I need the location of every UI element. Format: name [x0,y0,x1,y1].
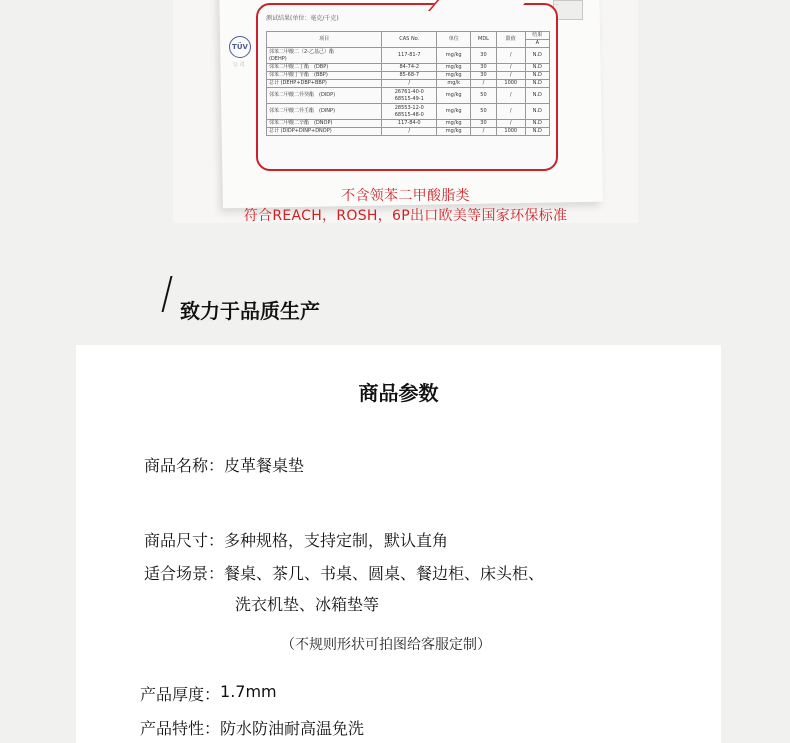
param-label: 适合场景： [144,564,225,583]
table-cell: 邻苯二甲酸二异癸酯 (DIDP) [267,88,382,104]
highlight-frame [256,3,558,171]
header-limit: 限值 [496,32,525,48]
compliance-notice: 符合REACH，ROSH，6P出口欧美等国家环保标准 [243,208,568,223]
table-row [267,80,550,88]
header-item: 项目 [267,32,382,48]
table-cell: / [382,128,437,136]
param-label: 商品尺寸： [144,531,225,550]
table-cell: N.D [525,88,549,104]
seal-text: TÜV [232,43,248,51]
param-value: 1.7mm [220,682,277,701]
param-label: 产品厚度： [140,685,221,704]
section-heading [166,276,320,324]
table-cell: 84-74-2 [382,64,437,72]
test-result-caption: 测试结果(单位：毫克/千克) [266,15,339,22]
table-cell: N.D [525,104,549,120]
table-cell: N.D [525,64,549,72]
table-row [267,120,550,128]
custom-shape-note: （不规则形状可拍图给客服定制） [281,637,491,653]
param-row-scene [144,561,544,584]
table-cell: 30 [471,120,497,128]
param-row-thickness [140,682,277,705]
table-cell: 邻苯二甲酸二异壬酯 (DINP) [267,104,382,120]
certificate-side-text: 公 司 [233,62,245,68]
table-cell: 1000 [496,80,525,88]
table-row [267,88,550,104]
table-cell: / [471,80,497,88]
table-cell: N.D [525,120,549,128]
table-cell: 30 [471,72,497,80]
table-cell: mg/kg [437,128,471,136]
table-cell: / [496,120,525,128]
table-cell: / [496,48,525,64]
param-row-feature [140,716,364,739]
table-cell: 总计 (DEHP+DBP+BBP) [267,80,382,88]
certificate-back-text: ... [554,1,559,7]
param-value: 多种规格，支持定制，默认直角 [224,531,449,550]
callout-pointer [428,0,530,11]
param-value-continuation: 洗衣机垫、冰箱垫等 [235,595,380,614]
section-heading-text: 致力于品质生产 [180,299,320,323]
card-title: 商品参数 [358,381,439,405]
table-cell: mg/kg [437,88,471,104]
header-result: 结果 [525,32,549,40]
table-row [267,128,550,136]
table-cell: 邻苯二甲酸二辛酯 (DNOP) [267,120,382,128]
no-phthalate-notice: 不含领苯二甲酸脂类 [341,188,470,204]
param-row-size [144,528,448,551]
table-cell: N.D [525,72,549,80]
table-cell: / [382,80,437,88]
table-cell: 邻苯二甲酸二（2-乙基己）酯 (DEHP) [267,48,382,64]
table-cell: mg/k [437,80,471,88]
table-cell: 1000 [496,128,525,136]
table-cell: 50 [471,104,497,120]
header-result-a: A [525,40,549,48]
table-row [267,48,550,64]
table-cell: / [496,104,525,120]
table-cell: N.D [525,80,549,88]
table-cell: N.D [525,48,549,64]
table-cell: 117-81-7 [382,48,437,64]
table-cell: mg/kg [437,120,471,128]
table-row [267,104,550,120]
table-cell: / [496,72,525,80]
table-cell: N.D [525,128,549,136]
table-cell: mg/kg [437,64,471,72]
table-row [267,64,550,72]
param-label: 产品特性： [140,719,221,738]
param-label: 商品名称： [144,456,225,475]
header-mdl: MDL [471,32,497,48]
tuv-seal-icon [229,36,251,58]
table-header-row [267,32,550,40]
table-cell: 邻苯二甲酸丁苄酯 (BBP) [267,72,382,80]
slash-decoration-icon [162,276,173,312]
table-cell: mg/kg [437,48,471,64]
certificate-image [173,0,638,223]
param-value: 餐桌、茶几、书桌、圆桌、餐边柜、床头柜、 [224,564,545,583]
product-params-card [76,345,721,743]
table-cell: 总计 (DIDP+DINP+DNOP) [267,128,382,136]
table-cell: 117-84-0 [382,120,437,128]
table-cell: 30 [471,64,497,72]
param-row-name [144,453,304,476]
table-cell: 30 [471,48,497,64]
table-cell: 邻苯二甲酸二丁酯 (DBP) [267,64,382,72]
param-value: 防水防油耐高温免洗 [220,719,365,738]
table-cell: 28553-12-0 68515-48-0 [382,104,437,120]
param-value: 皮革餐桌垫 [224,456,305,475]
table-cell: mg/kg [437,72,471,80]
table-cell: 26761-40-0 68515-49-1 [382,88,437,104]
header-unit: 单位 [437,32,471,48]
table-cell: mg/kg [437,104,471,120]
header-cas: CAS No. [382,32,437,48]
table-cell: / [496,64,525,72]
table-row [267,72,550,80]
table-cell: 85-68-7 [382,72,437,80]
table-cell: / [496,88,525,104]
test-result-table [266,31,550,136]
table-cell: / [471,128,497,136]
table-cell: 50 [471,88,497,104]
